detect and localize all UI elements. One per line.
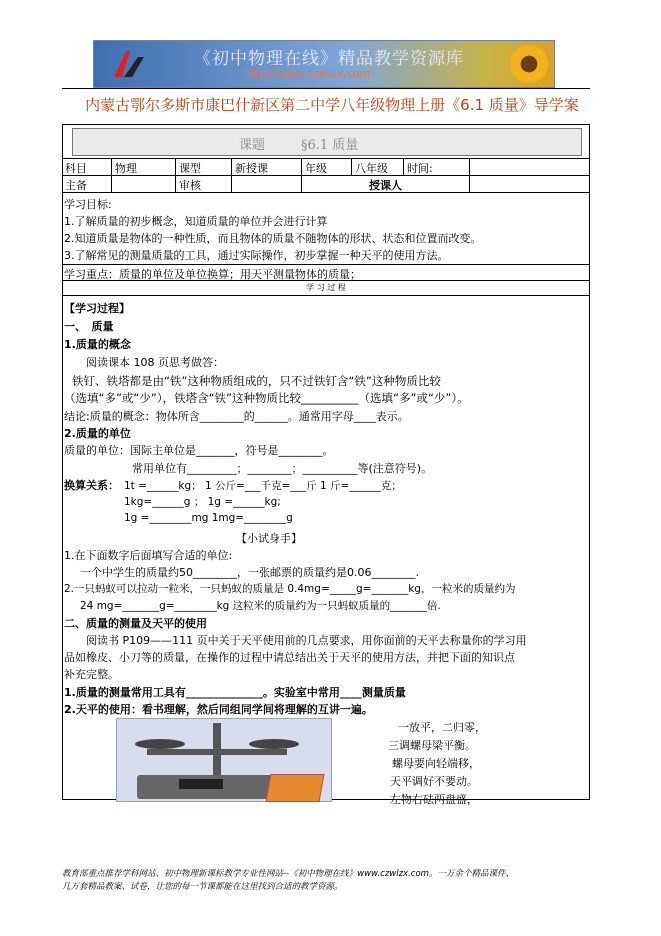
balance-display [179,779,223,789]
rhyme-line: 三调螺母梁平衡。 [388,739,476,752]
balance-beam [147,749,287,755]
rhyme-line: 螺母要向轻端移， [392,757,480,770]
grade-label: 年级 [302,159,352,175]
sub-mass-unit: 2.质量的单位 [64,427,131,440]
banner-title: 《初中物理在线》精品教学资源库 [194,49,464,69]
info-row-1 [62,158,590,176]
sunflower-icon [510,45,548,83]
exercise-2: 2.一只蚂蚁可以拉动一粒米，一只蚂蚁的质量是 0.4mg=_____g=_______kg，一粒米的质量约为 [64,583,516,595]
time-value[interactable] [470,159,590,175]
sub-mass-concept: 1.质量的概念 [64,338,131,351]
lesson-label: 课题 [239,138,266,153]
key-points: 学习重点：质量的单位及单位换算；用天平测量物体的质量； [64,268,361,281]
info-row-2 [62,176,590,193]
lesson-type-label: 课型 [176,159,232,175]
lesson-type-value: 新授课 [232,159,302,175]
goals-section [62,193,590,265]
read-instruction-2: 阅读书 P109——111 页中关于天平使用前的几点要求，用你面前的天平去称量你的学习用 [86,634,527,647]
goal-item: 2.知道质量是物体的一种性质，而且物体的质量不随物体的形状、状态和位置而改变。 [64,232,482,245]
footer-line: 几万套精品教案、试卷，让您的每一节课都能在这里找到合适的教学资源。 [62,882,343,892]
conclusion-line: 结论:质量的概念：物体所含________的______。通常用字母____表示。 [64,410,409,423]
subject-value: 物理 [112,159,176,175]
process-label-row [62,281,590,296]
weights-box-icon [266,774,325,802]
question-text: 铁钉、铁塔都是由“铁”这种物质组成的，只不过铁钉含“铁”这种物质比较 [72,374,441,388]
author-label: 主备 [62,176,112,192]
balance-left-pan [135,739,185,749]
common-units-line: 常用单位有_________；________；__________等(注意符号)。 [132,462,433,475]
grade-value: 八年级 [352,159,404,175]
banner-url[interactable]: http://www.czwlzx.com [244,67,371,80]
question-text: （选填“多”或“少”），铁塔含“铁”这种物质比较__________（选填“多”或“少”）。 [64,391,469,405]
goals-heading: 学习目标: [64,198,112,211]
logo-icon [112,47,146,81]
time-label: 时间: [404,159,470,175]
lesson-title-box [72,128,582,156]
unit-line: 质量的单位：国际主单位是_______，符号是________。 [64,444,334,457]
teacher-value[interactable] [470,176,590,192]
header-banner [93,40,555,88]
goal-item: 3.了解常见的测量质量的工具，通过实际操作，初步掌握一种天平的使用方法。 [64,249,449,262]
section-mass: 一、 质量 [64,320,114,333]
try-heading: 【小试身手】 [236,532,302,545]
key-points-row [62,265,590,281]
reviewer-value[interactable] [232,176,302,192]
conversion-line: 1t =______kg； 1 公斤=___千克=___斤 1 斤=______克； [124,480,402,492]
goal-item: 1.了解质量的初步概念，知道质量的单位并会进行计算 [64,215,328,228]
exercise-1: 1.在下面数字后面填写合适的单位: [64,549,233,562]
footer [62,868,602,894]
read-instruction: 阅读课本 108 页思考做答： [86,356,224,369]
conversion-line: 1g =________mg 1mg=________g [124,512,293,524]
lesson-title: §6.1 质量 [301,138,359,153]
process-heading: 【学习过程】 [64,302,130,315]
rhyme-line: 一放平，二归零， [398,721,486,734]
balance-right-pan [249,739,299,749]
read-instruction-2: 补充完整。 [64,668,119,681]
exercise-1a: 一个中学生的质量约50________，一张邮票的质量约是0.06________. [80,566,419,579]
read-instruction-2: 品如橡皮、小刀等的质量，在操作的过程中请总结出关于天平的使用方法，并把下面的知识点 [64,651,515,664]
section-measurement: 二、质量的测量及天平的使用 [64,617,207,630]
reviewer-label: 审核 [176,176,232,192]
conversion-label: 换算关系： [64,479,119,492]
conversion-line: 1kg=______g ； 1g =______kg; [124,496,281,508]
subject-label: 科目 [62,159,112,175]
rhyme-line: 天平调好不要动。 [390,775,478,788]
footer-line: 教育部重点推荐学科网站、初中物理新课标教学专业性网站--《初中物理在线》www.czwlzx.com。一万余个精品课件、 [62,869,514,879]
rhyme-line: 左物右砝两盘盛， [390,793,478,806]
teacher-label: 授课人 [302,176,470,192]
header-rule [62,88,590,89]
document-title: 内蒙古鄂尔多斯市康巴什新区第二中学八年级物理上册《6.1 质量》导学案 [85,96,579,114]
exercise-2b: 24 mg=_______g=________kg 这粒米的质量约为一只蚂蚁质量的_______倍. [80,600,441,612]
balance-use-line: 2.天平的使用：看书理解，然后同组同学间将理解的互讲一遍。 [64,703,373,716]
process-label: 学 习 过 程 [306,283,346,292]
tool-line: 1.质量的测量常用工具有______________。实验室中常用____测量质量 [64,686,406,699]
author-value[interactable] [112,176,176,192]
